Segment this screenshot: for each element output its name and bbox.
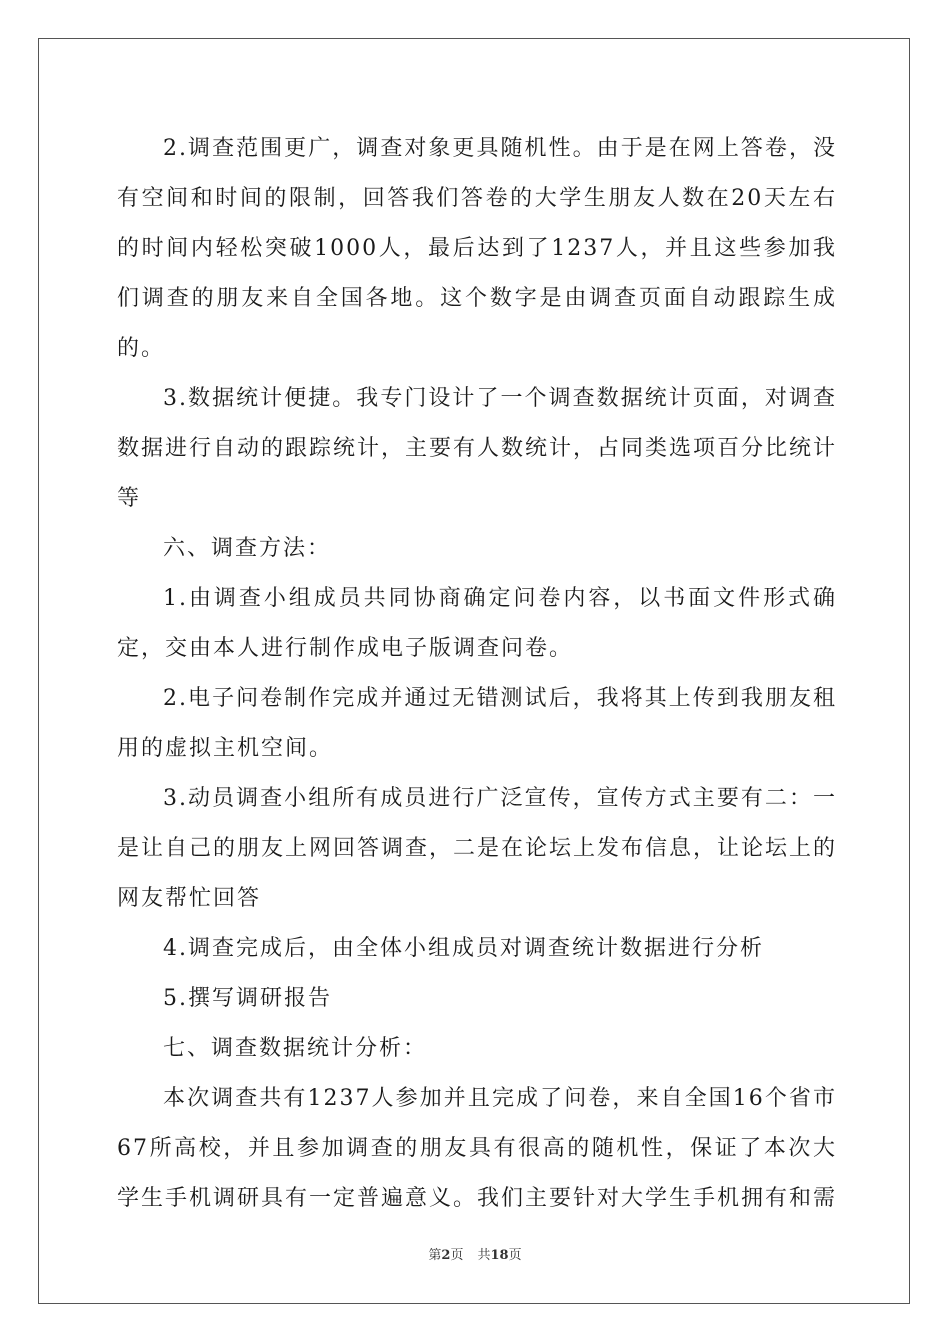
section-heading: 七、调查数据统计分析： bbox=[163, 1036, 428, 1061]
page-suffix: 页 bbox=[450, 1248, 464, 1263]
total-suffix: 页 bbox=[508, 1248, 522, 1263]
total-prefix: 共 bbox=[477, 1248, 491, 1263]
page-footer bbox=[0, 1244, 950, 1263]
paragraph: 4.调查完成后，由全体小组成员对调查统计数据进行分析 bbox=[163, 936, 764, 961]
paragraph: 2.电子问卷制作完成并通过无错测试后，我将其上传到我朋友租用的虚拟主机空间。 bbox=[117, 686, 837, 761]
paragraph: 1.由调查小组成员共同协商确定问卷内容，以书面文件形式确定，交由本人进行制作成电子版调查问卷。 bbox=[117, 586, 837, 661]
section-heading: 六、调查方法： bbox=[163, 536, 332, 561]
paragraph: 3.动员调查小组所有成员进行广泛宣传，宣传方式主要有二：一是让自己的朋友上网回答调查，二是在论坛上发布信息，让论坛上的网友帮忙回答 bbox=[117, 786, 838, 911]
paragraph: 3.数据统计便捷。我专门设计了一个调查数据统计页面，对调查数据进行自动的跟踪统计，主要有人数统计，占同类选项百分比统计等 bbox=[117, 386, 838, 511]
page-prefix: 第 bbox=[428, 1248, 442, 1263]
paragraph: 2.调查范围更广，调查对象更具随机性。由于是在网上答卷，没有空间和时间的限制，回答我们答卷的大学生朋友人数在20天左右的时间内轻松突破1000人，最后达到了1237人，并且这些参加我们调查的朋友来自全国各地。这个数字是由调查页面自动跟踪生成的。 bbox=[117, 136, 837, 361]
paragraph: 本次调查共有1237人参加并且完成了问卷，来自全国16个省市67所高校，并且参加调查的朋友具有很高的随机性，保证了本次大学生手机调研具有一定普遍意义。我们主要针对大学生手机拥有和需 bbox=[117, 1086, 838, 1211]
page-current: 2 bbox=[441, 1248, 451, 1263]
page-total: 18 bbox=[490, 1248, 509, 1263]
document-body bbox=[117, 124, 837, 1224]
paragraph: 5.撰写调研报告 bbox=[163, 986, 332, 1011]
